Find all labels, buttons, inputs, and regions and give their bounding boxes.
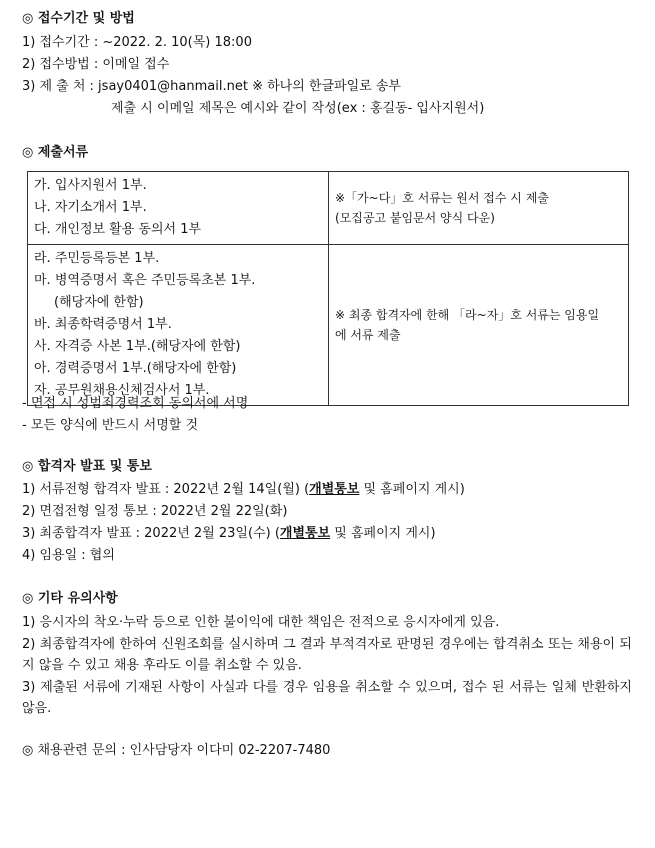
list-item: (해당자에 한함) — [54, 295, 144, 310]
documents-table — [27, 171, 629, 406]
table-row — [28, 172, 629, 245]
list-item: 마. 병역증명서 혹은 주민등록초본 1부. — [34, 273, 256, 288]
list-item: 바. 최종학력증명서 1부. — [34, 317, 172, 332]
documents-cell-final — [28, 245, 329, 406]
note-line: (모집공고 붙임문서 양식 다운) — [335, 211, 495, 225]
notes-item-3: 3) 제출된 서류에 기재된 사항이 사실과 다를 경우 임용을 취소할 수 있으며, 접수 된 서류는 일체 반환하지 않음. — [22, 680, 632, 716]
list-item: 자. 공무원채용신체검사서 1부. — [34, 383, 210, 398]
documents-note-basic — [329, 172, 629, 245]
contact-info: ◎ 채용관련 문의 : 인사담당자 이다미 02-2207-7480 — [22, 743, 331, 758]
list-item: 나. 자기소개서 1부. — [34, 200, 147, 215]
email-subject-note: 제출 시 이메일 제목은 예시와 같이 작성(ex : 홍길동- 입사지원서) — [111, 101, 485, 116]
documents-cell-basic — [28, 172, 329, 245]
notes-item-2: 2) 최종합격자에 한하여 신원조회를 실시하며 그 결과 부적격자로 판명된 경우에는 합격취소 또는 채용이 되지 않을 수 있고 채용 후라도 이를 취소할 수 있음. — [22, 637, 632, 673]
note-line: ※ 최종 합격자에 한해 「라~자」호 서류는 임용일 — [335, 308, 600, 322]
interview-schedule-notice: 2) 면접전형 일정 통보 : 2022년 2월 22일(화) — [22, 504, 288, 519]
list-item: 아. 경력증명서 1부.(해당자에 한함) — [34, 361, 237, 376]
individual-notice: 개별통보 — [309, 482, 360, 497]
list-item: 가. 입사지원서 1부. — [34, 178, 147, 193]
note-signature: - 모든 양식에 반드시 서명할 것 — [22, 418, 199, 433]
note-line: ※「가~다」호 서류는 원서 접수 시 제출 — [335, 191, 549, 205]
table-row — [28, 245, 629, 406]
notes-item-1: 1) 응시자의 착오·누락 등으로 인한 불이익에 대한 책임은 전적으로 응시자에게 있음. — [22, 615, 500, 630]
section-heading-application: ◎ 접수기간 및 방법 — [22, 11, 135, 26]
list-item: 다. 개인정보 활용 동의서 1부 — [34, 222, 202, 237]
section-heading-notes: ◎ 기타 유의사항 — [22, 591, 118, 606]
final-result-announcement: 3) 최종합격자 발표 : 2022년 2월 23일(수) (개별통보 및 홈페이지 게시) — [22, 526, 436, 541]
note-interview-consent: - 면접 시 성범죄경력조회 동의서에 서명 — [22, 396, 249, 411]
list-item: 사. 자격증 사본 1부.(해당자에 한함) — [34, 339, 241, 354]
section-heading-documents: ◎ 제출서류 — [22, 145, 89, 160]
document-screening-result: 1) 서류전형 합격자 발표 : 2022년 2월 14일(월) (개별통보 및 홈페이지 게시) — [22, 482, 465, 497]
individual-notice: 개별통보 — [279, 526, 331, 541]
application-method: 2) 접수방법 : 이메일 접수 — [22, 57, 170, 72]
note-line: 에 서류 제출 — [335, 328, 401, 342]
application-period: 1) 접수기간 : ~2022. 2. 10(목) 18:00 — [22, 35, 252, 50]
appointment-date: 4) 임용일 : 협의 — [22, 548, 115, 563]
section-heading-results: ◎ 합격자 발표 및 통보 — [22, 459, 152, 474]
submission-address: 3) 제 출 처 : jsay0401@hanmail.net ※ 하나의 한글파일로 송부 — [22, 79, 401, 94]
documents-note-final — [329, 245, 629, 406]
list-item: 라. 주민등록등본 1부. — [34, 251, 160, 266]
